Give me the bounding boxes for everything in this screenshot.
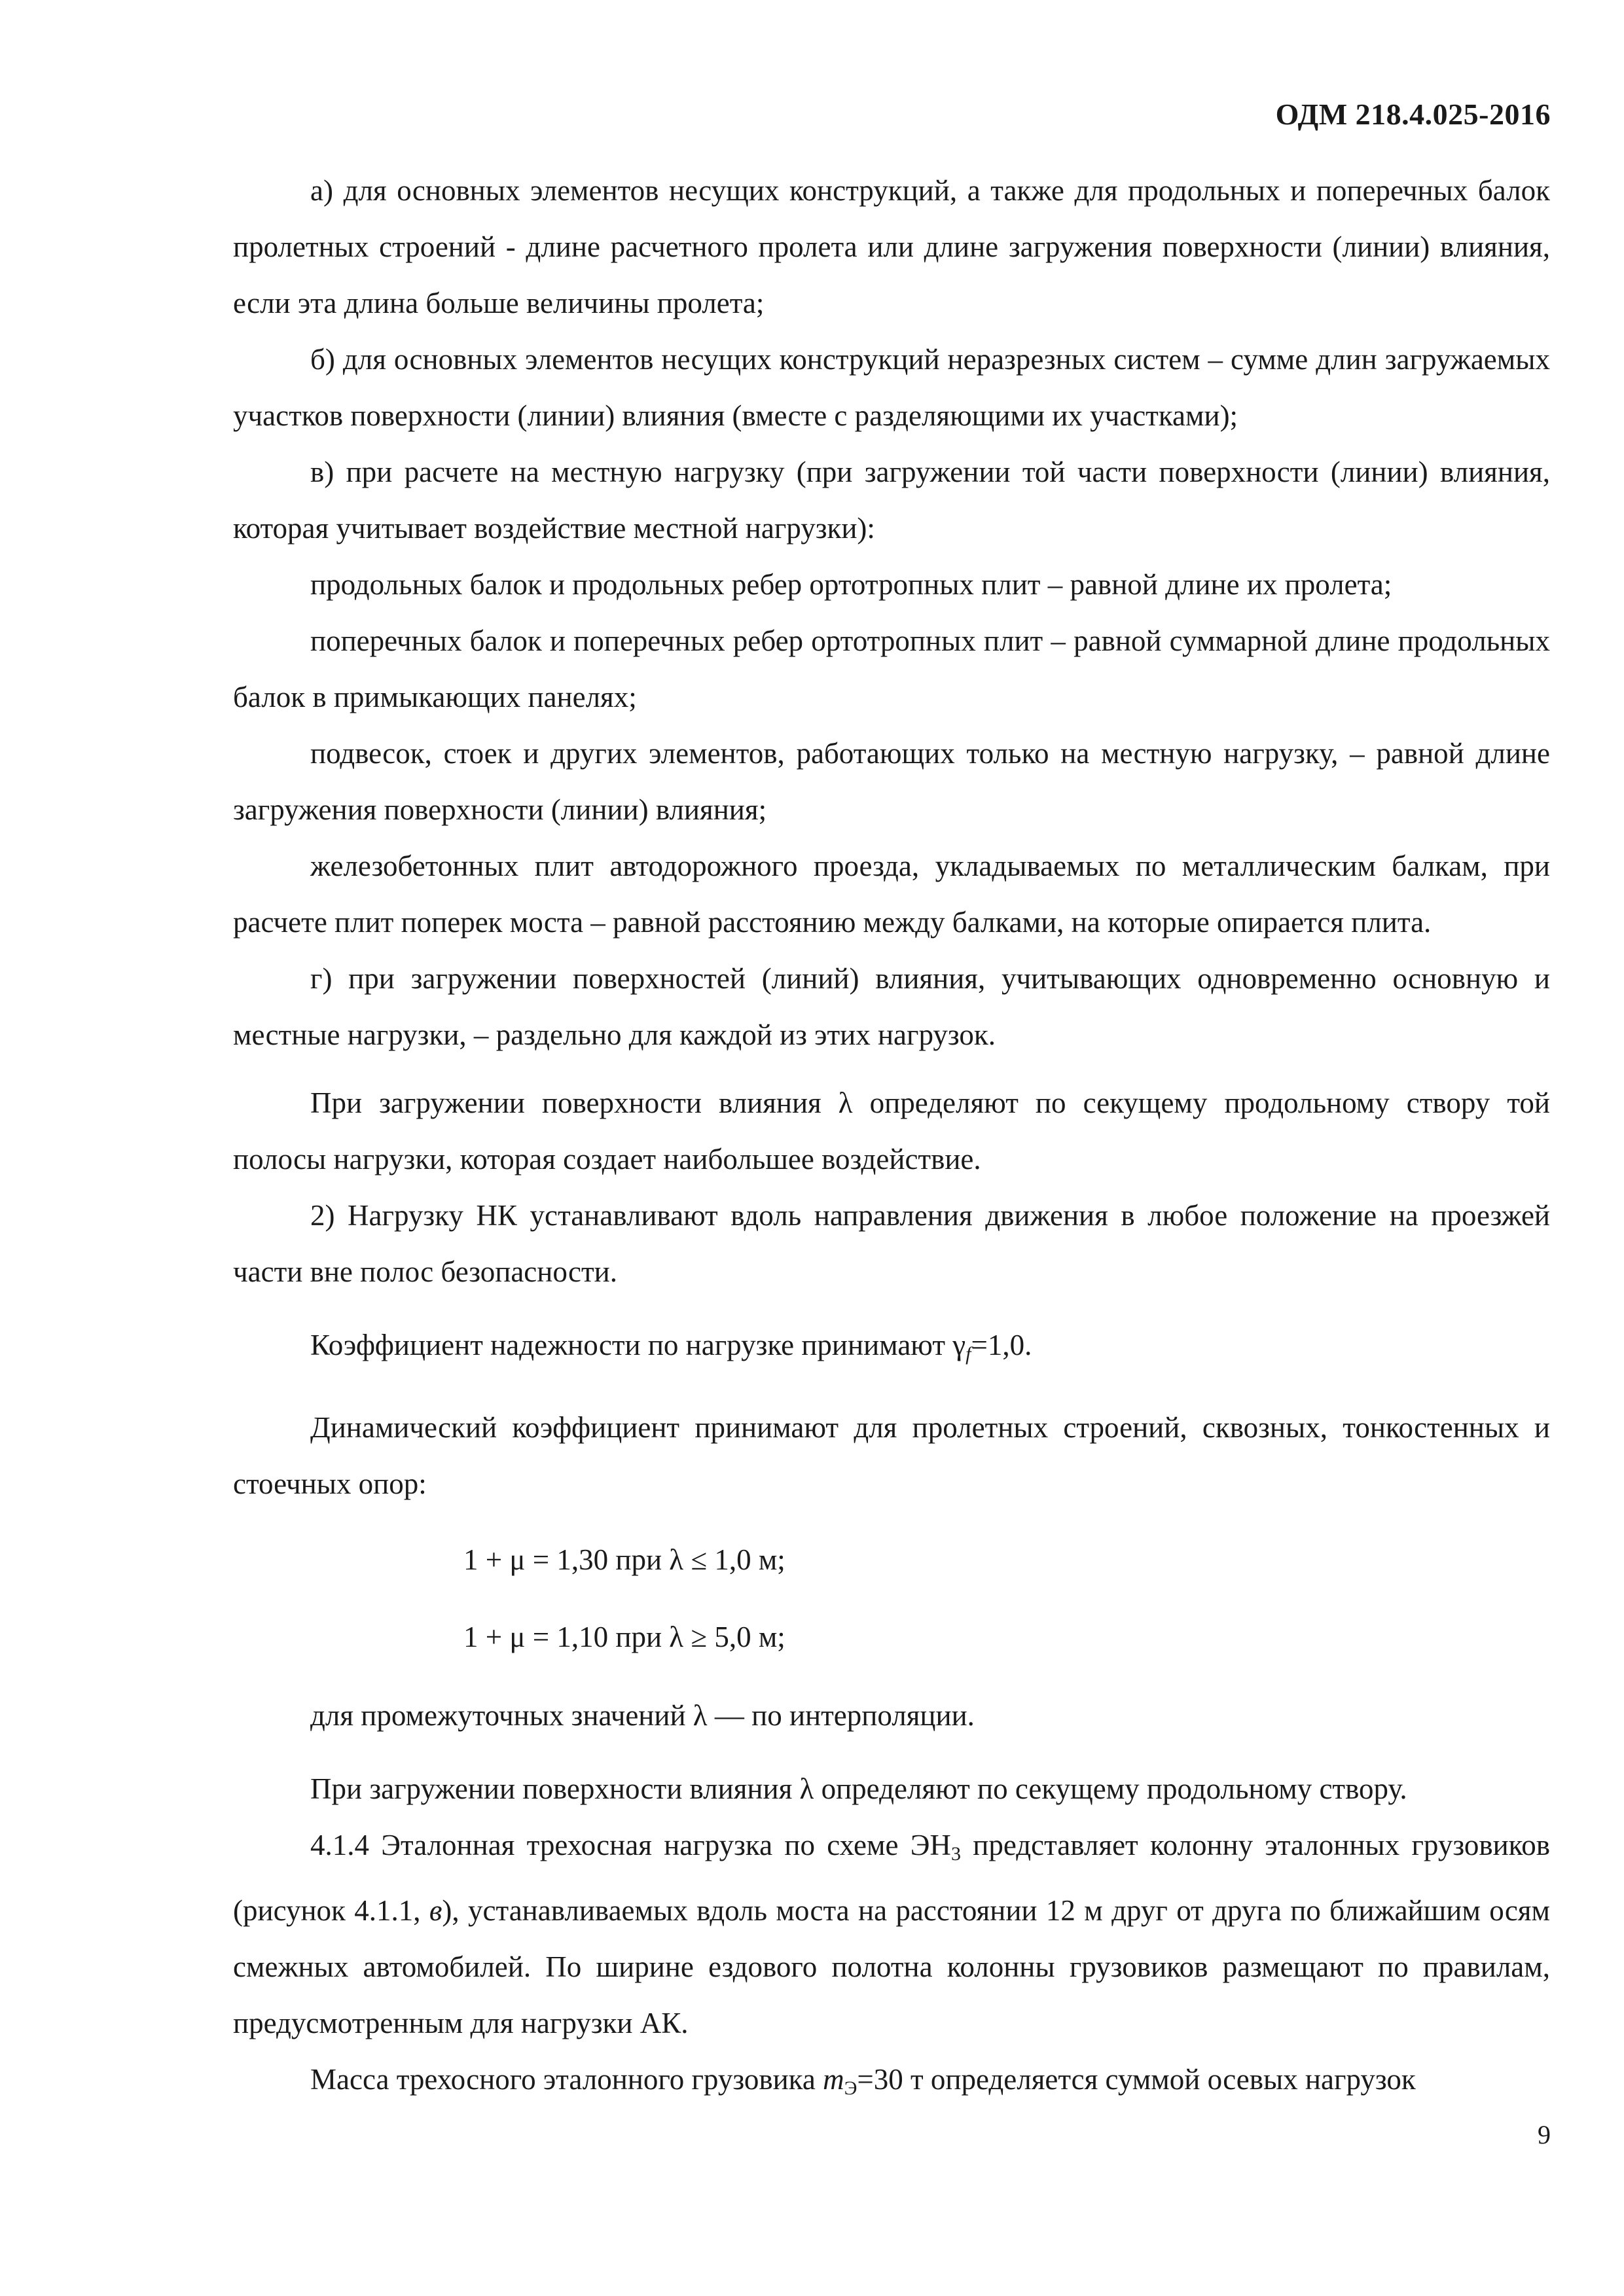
scheme-subscript: 3 [950,1843,961,1865]
paragraph-item-g: г) при загружении поверхностей (линий) влияния, учитывающих одновременно основную и местные нагрузки, – раздельно для каждой из этих нагрузок. [233,962,1550,1051]
paragraph-hangers: подвесок, стоек и других элементов, работающих только на местную нагрузку, – равной длине загружения поверхности (линии) влияния; [233,737,1550,826]
mass-text-end: =30 т определяется суммой осевых нагрузок [857,2063,1416,2096]
formula-second: 1 + μ = 1,10 при λ ≥ 5,0 м; [463,1621,785,1653]
paragraph-item-v: в) при расчете на местную нагрузку (при загружении той части поверхности (линии) влияния, которая учитывает воздействие местной нагрузки): [233,456,1550,545]
paragraph-dynamic-coefficient: Динамический коэффициент принимают для пролетных строений, сквозных, тонкостенных и стоечных опор: [233,1411,1550,1500]
document-code-header: ОДМ 218.4.025-2016 [1275,98,1551,131]
figure-letter: в [429,1894,442,1927]
section-text-start: 4.1.4 Эталонная трехосная нагрузка по схеме ЭН [310,1829,951,1861]
page-body-text [233,162,1550,2117]
paragraph-longitudinal-beams: продольных балок и продольных ребер ортотропных плит – равной длине их пролета; [310,568,1392,601]
paragraph-influence-surface: При загружении поверхности влияния λ определяют по секущему продольному створу той полосы нагрузки, которая создает наибольшее воздействие. [233,1086,1550,1175]
paragraph-interpolation: для промежуточных значений λ — по интерполяции. [310,1699,975,1732]
mass-subscript: Э [844,2077,857,2099]
formula-first: 1 + μ = 1,30 при λ ≤ 1,0 м; [463,1543,785,1576]
mass-variable: m [823,2063,844,2096]
paragraph-influence-surface-2: При загружении поверхности влияния λ определяют по секущему продольному створу. [310,1772,1407,1805]
paragraph-item-a: а) для основных элементов несущих конструкций, а также для продольных и поперечных балок пролетных строений - длине расчетного пролета или длине загружения поверхности (линии) влияния, если эта длина больше величины пролета; [233,174,1550,319]
mass-text-start: Масса трехосного эталонного грузовика [310,2063,823,2096]
reliability-value: =1,0. [971,1329,1032,1361]
paragraph-item-b: б) для основных элементов несущих конструкций неразрезных систем – сумме длин загружаемых участков поверхности (линии) влияния (вместе с разделяющими их участками); [233,343,1550,432]
page-number: 9 [1538,2120,1551,2149]
paragraph-reliability-coefficient [233,1317,1550,1382]
section-text-middle: представляет колонну эталонных грузовиков (рисунок 4.1.1, [233,1829,1550,1927]
paragraph-concrete-slabs: железобетонных плит автодорожного проезда, укладываемых по металлическим балкам, при расчете плит поперек моста – равной расстоянию между балками, на которые опирается плита. [233,850,1550,939]
reliability-text: Коэффициент надежности по нагрузке принимают γ [310,1329,966,1361]
paragraph-section-4-1-4 [233,1817,1550,2051]
paragraph-transverse-beams: поперечных балок и поперечных ребер ортотропных плит – равной суммарной длине продольных балок в примыкающих панелях; [233,624,1550,713]
section-text-end: ), устанавливаемых вдоль моста на расстоянии 12 м друг от друга по ближайшим осям смежных автомобилей. По ширине ездового полотна колонны грузовиков размещают по правилам, предусмотренным для нагрузки АК. [233,1894,1550,2039]
paragraph-nk-load: 2) Нагрузку НК устанавливают вдоль направления движения в любое положение на проезжей части вне полос безопасности. [233,1199,1550,1288]
paragraph-truck-mass [233,2051,1550,2117]
reliability-subscript: f [965,1343,971,1365]
